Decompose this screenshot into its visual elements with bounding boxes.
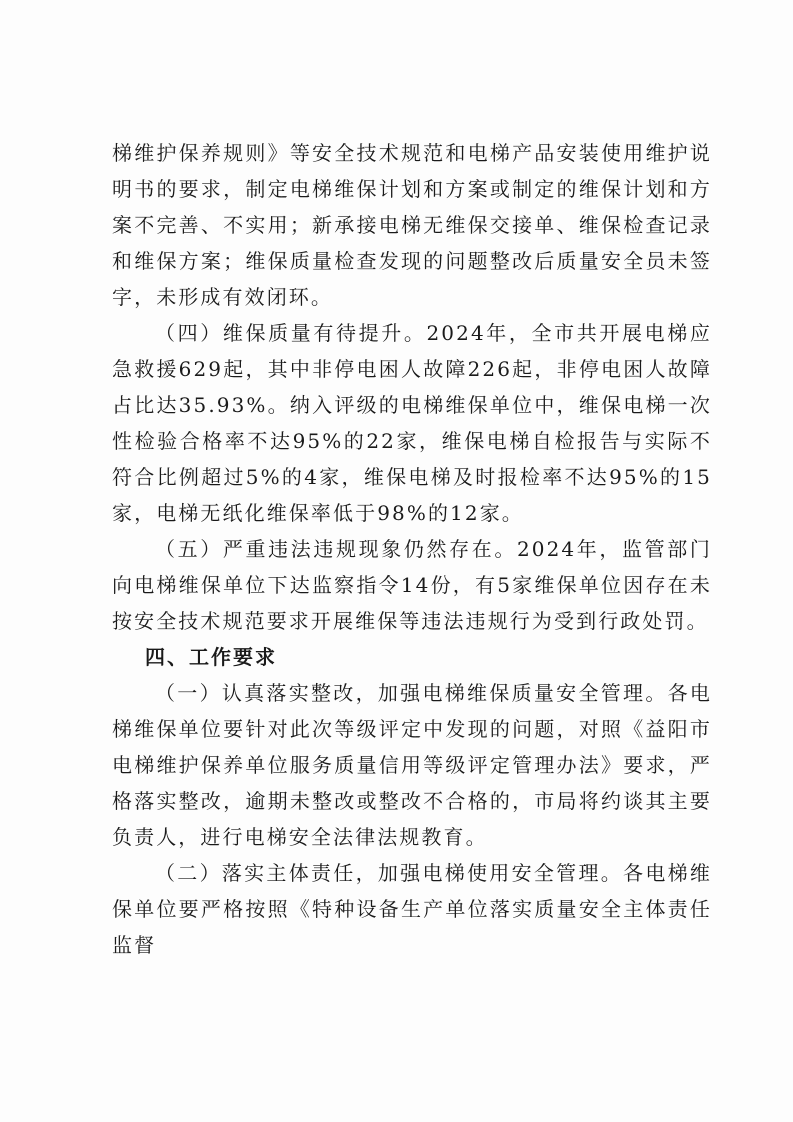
paragraph-responsibility: （二）落实主体责任，加强电梯使用安全管理。各电梯维保单位要严格按照《特种设备生产单位落实质量安全主体责任监督 — [112, 861, 712, 957]
paragraph-violations: （五）严重违法违规现象仍然存在。2024年，监管部门向电梯维保单位下达监察指令14份，有5家维保单位因存在未按安全技术规范要求开展维保等违法违规行为受到行政处罚。 — [112, 537, 712, 633]
paragraph-quality-improvement: （四）维保质量有待提升。2024年，全市共开展电梯应急救援629起，其中非停电困人故障226起，非停电困人故障占比达35.93%。纳入评级的电梯维保单位中，维保电梯一次性检验合格率不达95%的22家，维保电梯自检报告与实际不符合比例超过5%的4家，维保电梯及时报检率不达95%的15家，电梯无纸化维保率低于98%的12家。 — [112, 321, 712, 525]
paragraph-rectification: （一）认真落实整改，加强电梯维保质量安全管理。各电梯维保单位要针对此次等级评定中发现的问题，对照《益阳市电梯维护保养单位服务质量信用等级评定管理办法》要求，严格落实整改，逾期未整改或整改不合格的，市局将约谈其主要负责人，进行电梯安全法律法规教育。 — [112, 681, 712, 849]
paragraph-maintenance-rules: 梯维护保养规则》等安全技术规范和电梯产品安装使用维护说明书的要求，制定电梯维保计划和方案或制定的维保计划和方案不完善、不实用；新承接电梯无维保交接单、维保检查记录和维保方案；维保质量检查发现的问题整改后质量安全员未签字，未形成有效闭环。 — [112, 141, 712, 309]
section-heading-work-requirements: 四、工作要求 — [145, 645, 277, 669]
document-body — [112, 135, 712, 963]
